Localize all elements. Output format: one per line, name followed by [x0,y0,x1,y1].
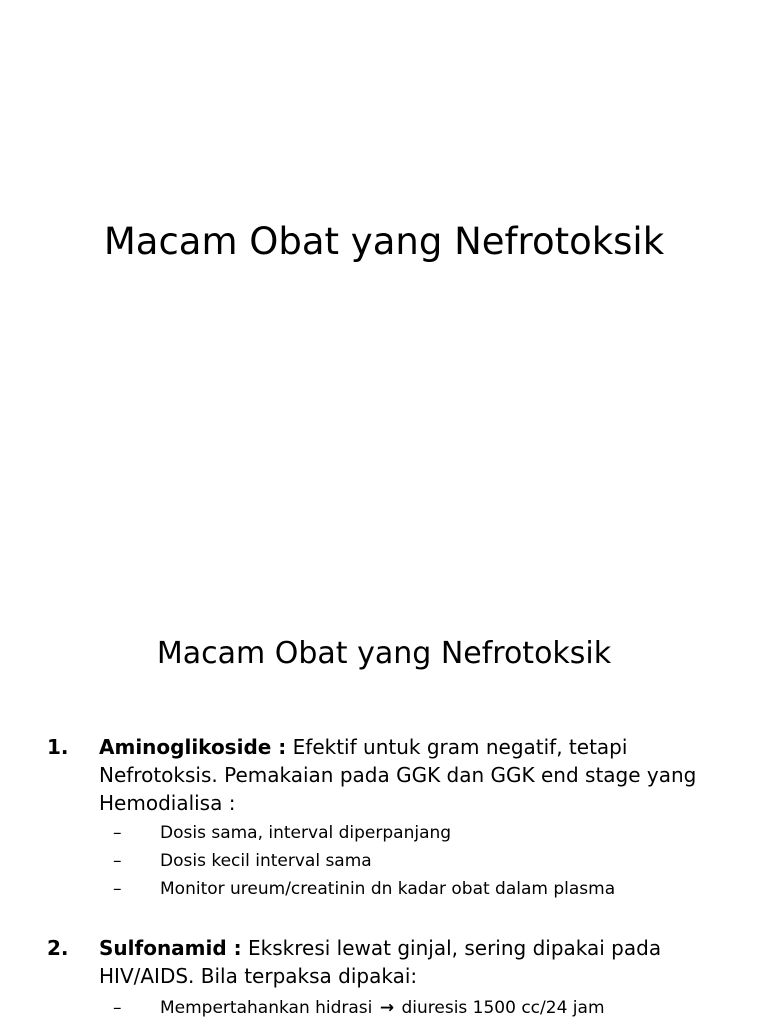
sub-item-text-after: diuresis 1500 cc/24 jam [401,998,605,1018]
sub-item [0,994,768,1022]
sub-item-text: Dosis kecil interval sama [160,851,372,871]
dash-bullet: – [113,851,122,871]
sub-item-text-before: Mempertahankan hidrasi [160,998,373,1018]
slide-1-title: Macam Obat yang Nefrotoksik [103,220,665,263]
sub-item-text: Monitor ureum/creatinin dn kadar obat dalam plasma [160,879,616,899]
dash-bullet: – [113,823,122,843]
sub-item [0,819,768,847]
item-number: 1. [47,735,69,759]
item-term: Sulfonamid : [99,936,242,960]
item-text [99,733,739,817]
slide-2-title: Macam Obat yang Nefrotoksik [156,636,612,671]
sub-item-text: Dosis sama, interval diperpanjang [160,823,452,843]
item-description: Efektif untuk gram negatif, tetapi Nefrotoksis. Pemakaian pada GGK dan GGK end stage yang Hemodialisa : [99,735,697,815]
sub-item [0,875,768,903]
arrow-right-icon: → [379,998,395,1018]
dash-bullet: – [113,998,122,1018]
sub-item [0,847,768,875]
sub-item-text [160,994,605,1022]
item-text [99,934,739,990]
item-description: Ekskresi lewat ginjal, sering dipakai pada HIV/AIDS. Bila terpaksa dipakai: [99,936,662,988]
item-term: Aminoglikoside : [99,735,287,759]
dash-bullet: – [113,879,122,899]
item-number: 2. [47,936,69,960]
